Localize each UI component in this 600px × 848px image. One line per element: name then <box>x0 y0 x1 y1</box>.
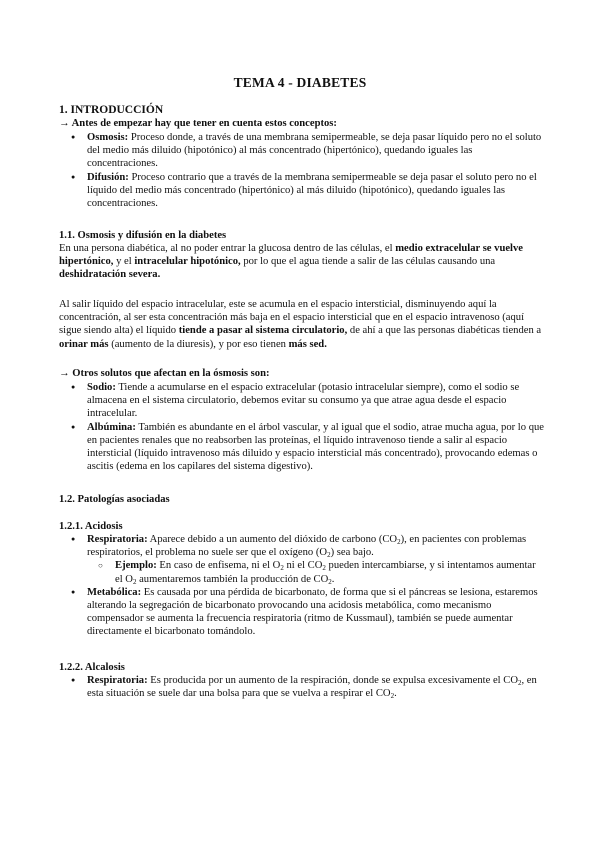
list-item-acidosis-metabolica <box>59 586 544 639</box>
text-run: En una persona diabética, al no poder entrar la glucosa dentro de las células, el <box>59 243 396 254</box>
subscript: 2 <box>517 679 522 687</box>
alcalosis-list <box>59 674 544 700</box>
list-item-sodio <box>59 381 544 421</box>
term-respiratoria: Respiratoria: <box>87 534 148 545</box>
term-ejemplo: Ejemplo: <box>115 560 157 572</box>
definition-osmosis: Proceso donde, a través de una membrana semipermeable, se deja pasar líquido pero no el soluto del medio más diluido (hipotónico) al más concentrado (hipertónico), quedando iguales las concentraciones. <box>87 132 542 170</box>
text-run: aumentaremos también la producción de CO <box>136 573 329 585</box>
text-run: de ahí a que las personas diabéticas tienden a <box>347 325 542 337</box>
text-run: ) sea bajo. <box>330 547 374 559</box>
solutes-list <box>59 381 544 473</box>
list-item-alcalosis-respiratoria <box>59 674 544 700</box>
bold-run: orinar más <box>59 338 109 350</box>
text-run: (aumento de la diuresis), y por eso tienen <box>108 338 289 350</box>
subscript: 2 <box>132 577 137 586</box>
subscript: 2 <box>328 577 332 586</box>
subsection-heading-osmosis: 1.1. Osmosis y difusión en la diabetes <box>59 230 227 241</box>
bold-run: más sed. <box>288 338 327 350</box>
acidosis-example-list <box>87 559 544 585</box>
term-osmosis: Osmosis: <box>87 132 129 143</box>
term-metabolica: Metabólica: <box>87 586 142 598</box>
list-item-albumina <box>59 421 544 474</box>
paragraph-diabetic-osmosis <box>59 242 544 282</box>
definition-difusion: Proceso contrario que a través de la membrana semipermeable se deja pasar el soluto pero no el líquido del medio más concentrado (hipertónico) al más diluido (hipotónico), quedando iguales las concentraciones. <box>87 171 537 210</box>
list-item-acidosis-respiratoria <box>59 533 544 586</box>
text-run: . <box>394 688 397 700</box>
intro-concepts-list <box>59 131 544 210</box>
definition-sodio: Tiende a acumularse en el espacio extracelular (potasio intracelular siempre), como el sodio se almacena en el sistema circulatorio, debemos evitar su consumo ya que atrae agua desde el espacio intracelular. <box>87 382 520 420</box>
text-run: pueden intercambiarse, y si intentamos aumentar el O <box>115 560 536 585</box>
subsection-heading-alcalosis: 1.2.2. Alcalosis <box>59 662 125 673</box>
subscript: 2 <box>327 551 331 560</box>
bold-run: medio extracelular se vuelve hipertónico, <box>59 243 523 268</box>
bold-run: deshidratación severa. <box>59 269 161 281</box>
list-item-difusion <box>59 171 544 211</box>
subscript: 2 <box>397 538 401 546</box>
subsection-heading-acidosis: 1.2.1. Acidosis <box>59 521 123 532</box>
subscript: 2 <box>390 692 395 701</box>
list-item-ejemplo <box>87 559 544 585</box>
subscript: 2 <box>280 564 284 573</box>
text-run: y el <box>113 256 135 268</box>
text-run: Al salir líquido del espacio intracelular, este se acumula en el espacio intersticial, disminuyendo aquí la concentración, al ser esta concentración más baja en el espacio intersticial que en el espacio intravenoso (aquí sigue siendo alta) el líquido <box>59 299 525 337</box>
term-albumina: Albúmina: <box>87 421 136 433</box>
acidosis-list <box>59 533 544 639</box>
term-sodio: Sodio: <box>87 382 116 393</box>
bold-run: tiende a pasar al sistema circulatorio, <box>178 325 348 337</box>
text-run: ni el CO <box>283 560 323 572</box>
text-run: , en esta situación se suele dar una bolsa para que se vuelva a respirar el CO <box>87 675 537 700</box>
list-item-osmosis <box>59 131 544 171</box>
text-run: por lo que el agua tiende a salir de las células causando una <box>240 256 496 268</box>
term-difusion: Difusión: <box>87 171 129 183</box>
term-respiratoria: Respiratoria: <box>87 675 148 686</box>
solutes-lead: → Otros solutos que afectan en la ósmosis son: <box>59 368 270 379</box>
page-title: TEMA 4 - DIABETES <box>233 75 367 90</box>
text-run: Es producida por un aumento de la respiración, donde se expulsa excesivamente el CO <box>147 675 518 686</box>
definition-metabolica: Es causada por una pérdida de bicarbonato, de forma que si el páncreas se lesiona, estaremos alterando la segregación de bicarbonato provocando una acidosis metabólica, como mecanismo compensador se aumenta la frecuencia respiratoria (ritmo de Kussmaul), también se puede aumentar directamente el bicarbonato tomándolo. <box>87 586 538 638</box>
section-heading-introduccion: 1. INTRODUCCIÓN <box>59 104 164 116</box>
subscript: 2 <box>322 564 326 573</box>
paragraph-intracellular-fluid <box>59 298 544 351</box>
text-run: En caso de enfisema, ni el O <box>156 560 281 572</box>
definition-albumina: También es abundante en el árbol vascular, y al igual que el sodio, atrae mucha agua, por lo que en pacientes renales que no reabsorben las proteínas, el líquido intravenoso tiende a salir al espacio intersticial (líquido intravenoso más diluido y espacio intersticial más concentrado), provocando edemas o ascitis (edema en los capilares del sistema digestivo). <box>87 421 544 473</box>
subsection-heading-patologias: 1.2. Patologías asociadas <box>59 494 170 505</box>
text-run: . <box>331 573 335 585</box>
bold-run: intracelular hipotónico, <box>134 256 241 268</box>
text-run: ), en pacientes con problemas respiratorios, el problema no suele ser que el oxígeno (O <box>87 534 527 559</box>
intro-lead: → Antes de empezar hay que tener en cuenta estos conceptos: <box>59 118 337 129</box>
text-run: Aparece debido a un aumento del dióxido de carbono (CO <box>147 534 398 545</box>
